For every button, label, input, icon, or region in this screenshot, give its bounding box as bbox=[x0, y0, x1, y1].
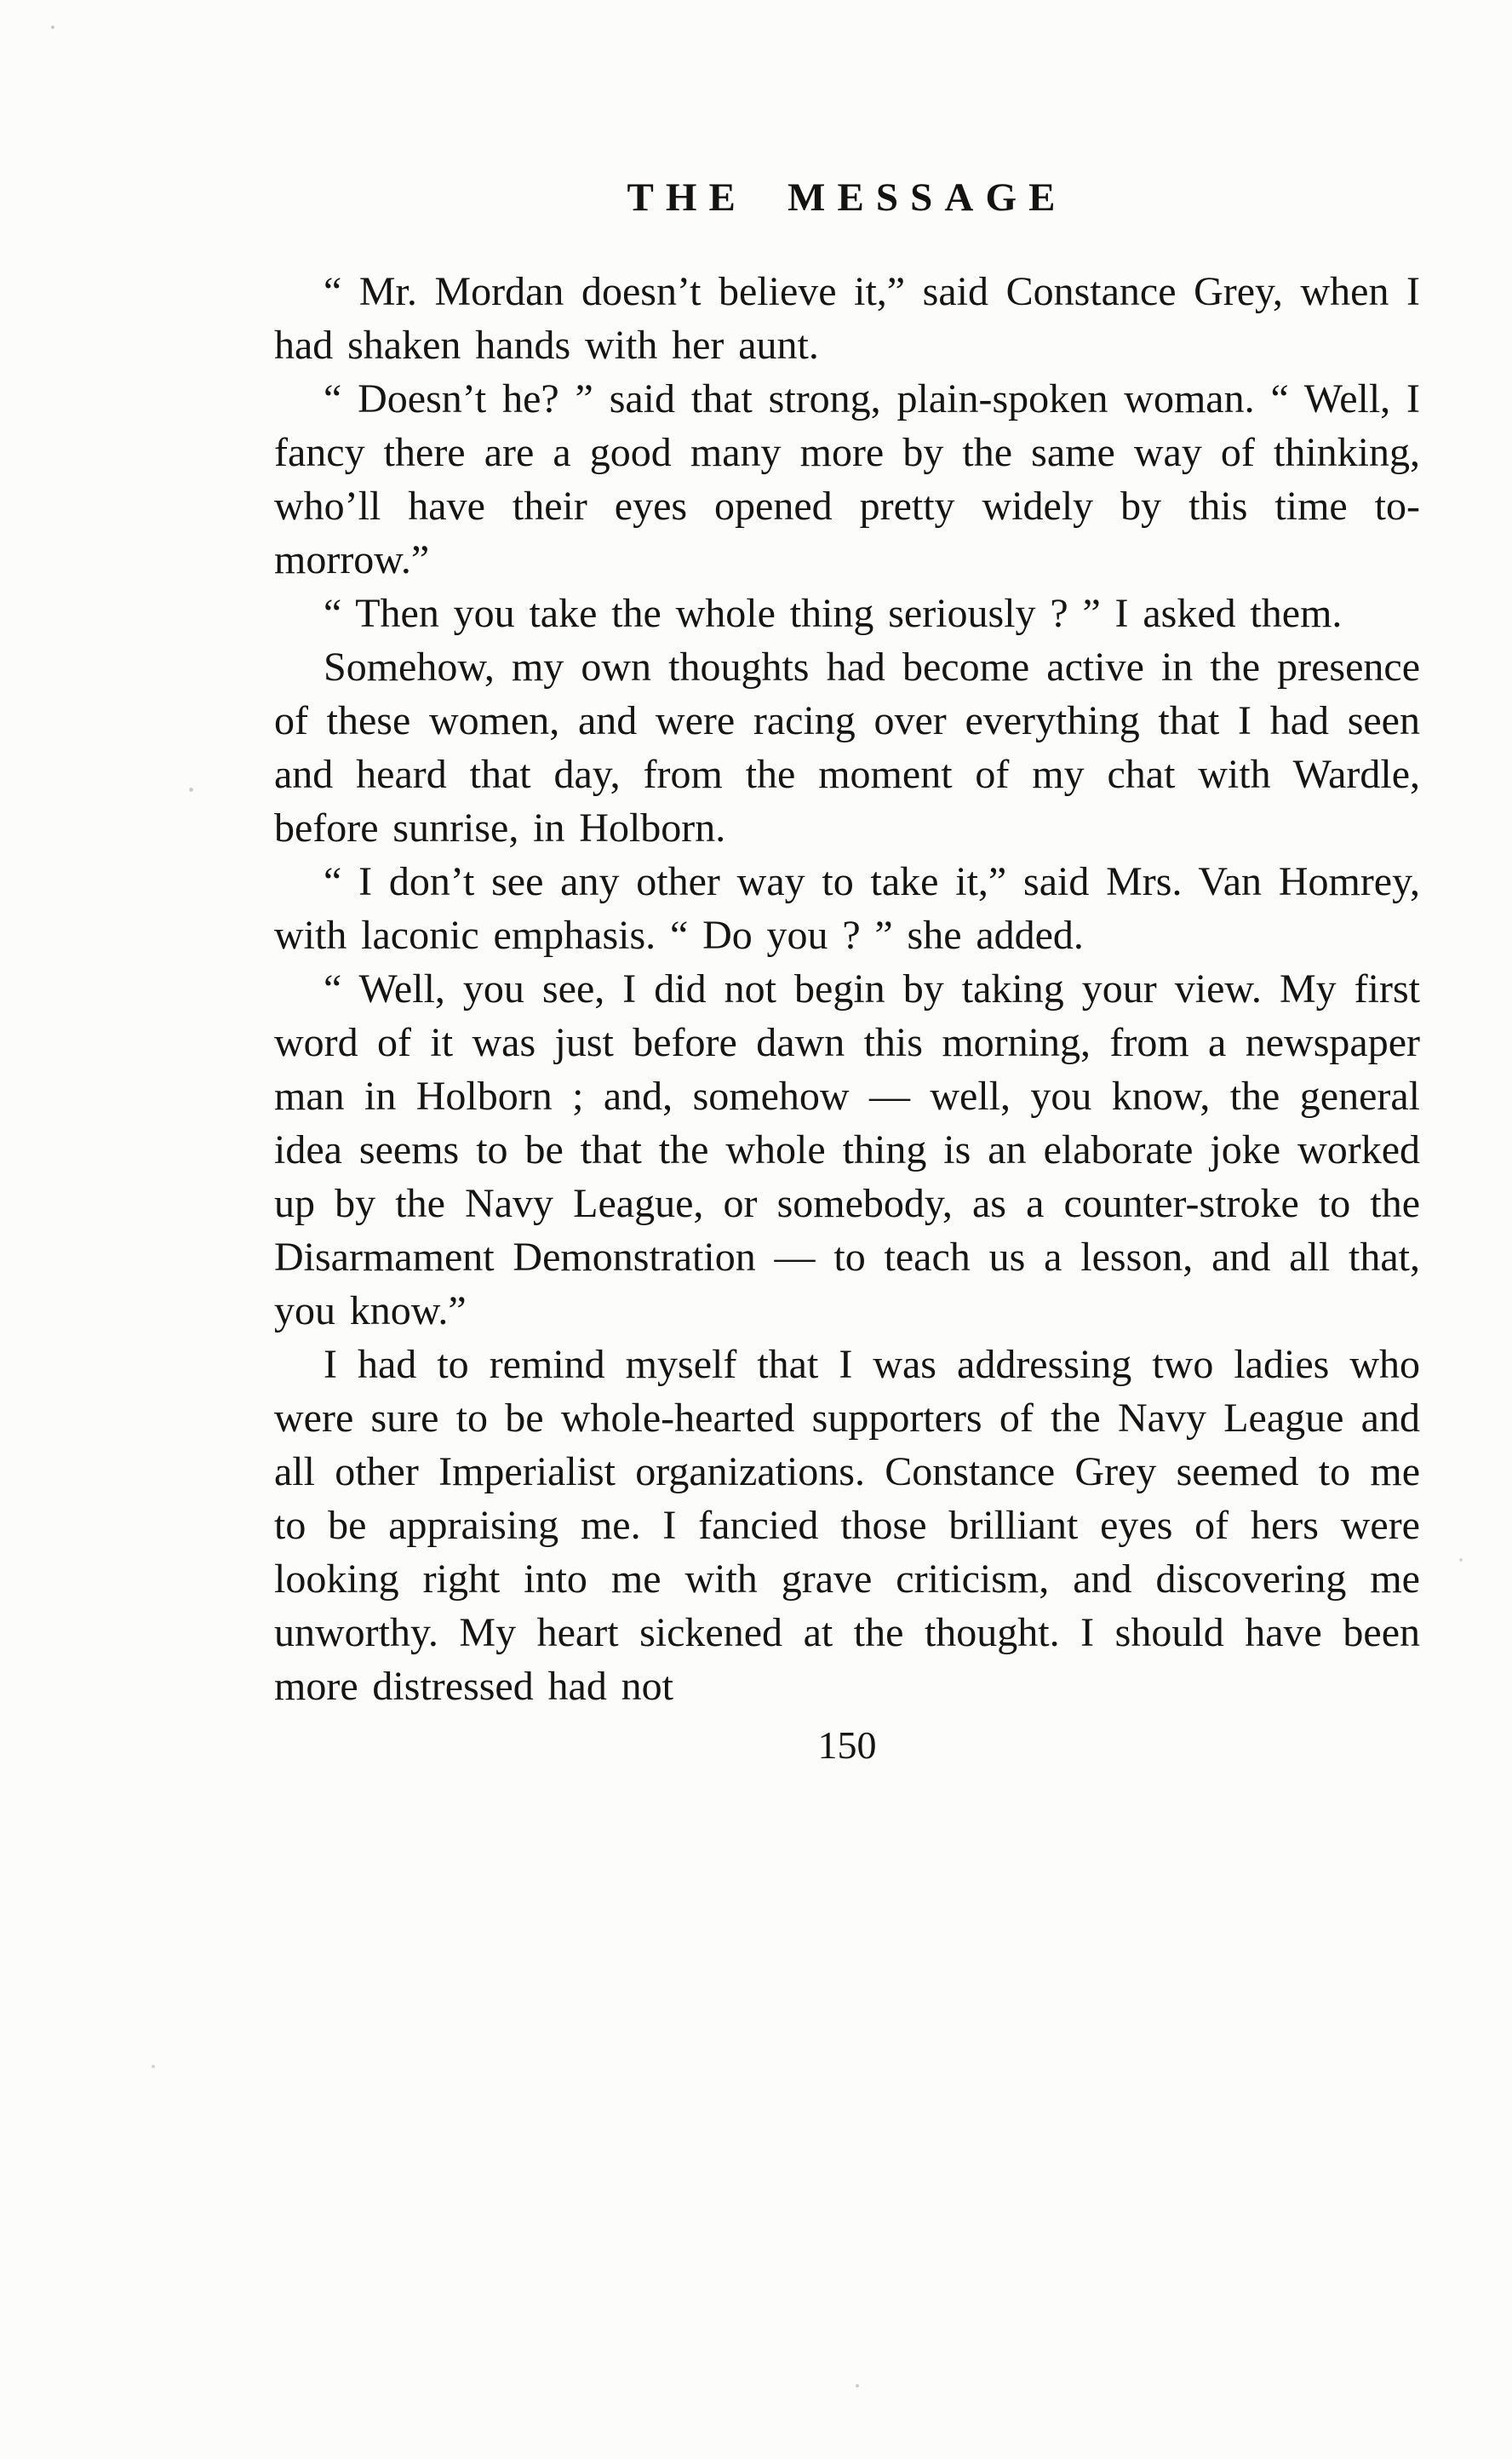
text-block bbox=[274, 175, 1420, 1772]
paragraph: “ Then you take the whole thing seriously ? ” I asked them. bbox=[324, 591, 1343, 636]
running-head: THE MESSAGE bbox=[627, 175, 1068, 220]
page-number: 150 bbox=[817, 1723, 877, 1767]
scan-speck bbox=[1459, 1558, 1463, 1562]
scan-speck bbox=[189, 788, 193, 792]
scan-speck bbox=[51, 26, 54, 29]
scan-speck bbox=[152, 2065, 155, 2068]
paragraph: “ Doesn’t he? ” said that strong, plain-spoken woman. “ Well, I fancy there are a good many more by the same way of thinking, who’ll have their eyes opened pretty widely by this time to-morrow.” bbox=[274, 376, 1420, 582]
scan-speck bbox=[856, 2384, 859, 2387]
paragraph: “ Well, you see, I did not begin by taking your view. My first word of it was just before dawn this morning, from a newspaper man in Holborn ; and, somehow — well, you know, the general idea seems to be that the whole thing is an elaborate joke worked up by the Navy League, or somebody, as a counter-stroke to the Disarmament Demonstration — to teach us a lesson, and all that, you know.” bbox=[274, 966, 1420, 1333]
paragraph: “ I don’t see any other way to take it,” said Mrs. Van Homrey, with laconic emphasis. “ Do you ? ” she added. bbox=[274, 859, 1420, 958]
paragraph: I had to remind myself that I was addressing two ladies who were sure to be whole-hearted supporters of the Navy League and all other Imperialist organizations. Constance Grey seemed to me to be appraising me. I fancied those brilliant eyes of hers were looking right into me with grave criticism, and discovering me unworthy. My heart sickened at the thought. I should have been more distressed had not bbox=[274, 1342, 1420, 1709]
paragraph: Somehow, my own thoughts had become active in the presence of these women, and were racing over everything that I had seen and heard that day, from the moment of my chat with Wardle, before sunrise, in Holborn. bbox=[274, 645, 1420, 851]
paragraph: “ Mr. Mordan doesn’t believe it,” said Constance Grey, when I had shaken hands with her aunt. bbox=[274, 269, 1420, 368]
